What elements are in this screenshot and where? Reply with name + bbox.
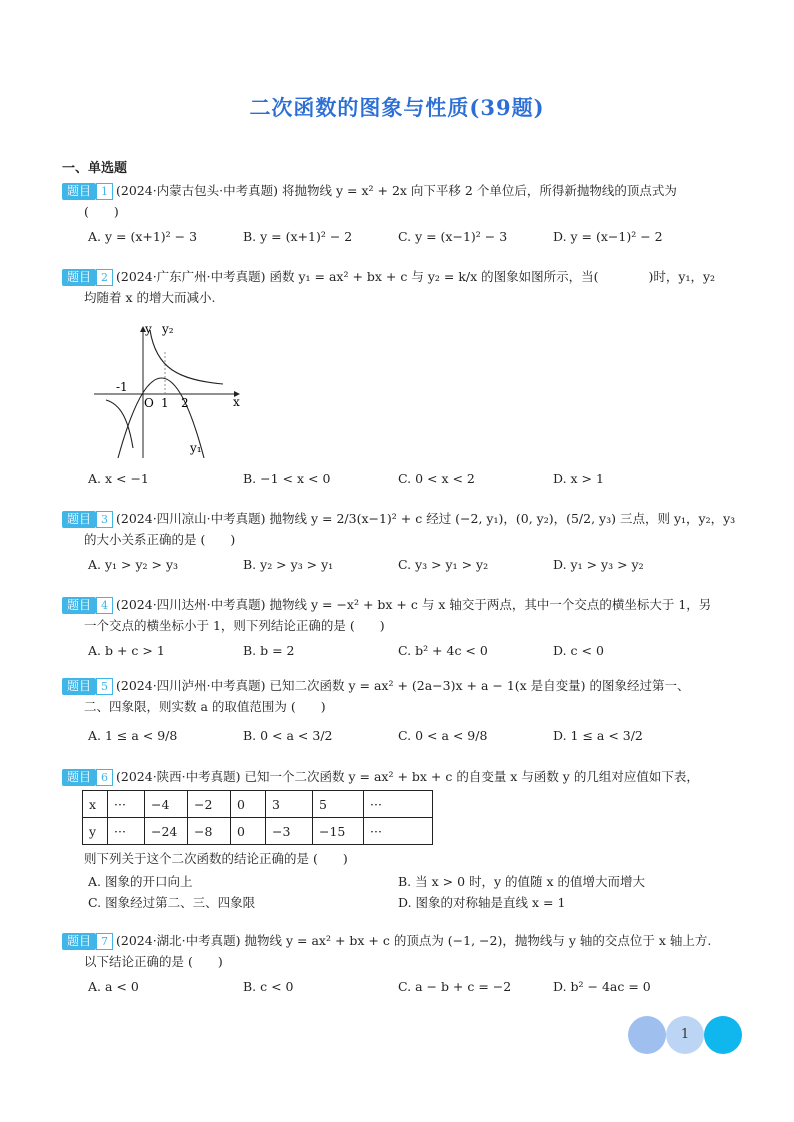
table-cell: −24 — [145, 818, 188, 845]
question-stem: (2024·陕西·中考真题) 已知一个二次函数 y = ax² + bx + c 的自变量 x 与函数 y 的几组对应值如下表， — [116, 769, 699, 784]
section-heading: 一、单选题 — [62, 161, 128, 176]
option-d: D. y = (x−1)² − 2 — [553, 229, 663, 244]
table-cell: 5 — [313, 791, 364, 818]
question-stem-cont: 一个交点的横坐标小于 1，则下列结论正确的是 ( ) — [84, 618, 385, 633]
question-tag: 题目 — [62, 933, 96, 950]
option-a: A. x < −1 — [88, 471, 149, 486]
question-number: 7 — [96, 933, 113, 950]
page-title: 二次函数的图象与性质(39题) — [249, 95, 545, 120]
table-row — [83, 791, 433, 818]
question-3 — [62, 508, 742, 575]
question-7 — [62, 930, 742, 997]
option-d: D. 1 ≤ a < 3/2 — [553, 728, 643, 743]
option-a: A. 图象的开口向上 — [88, 874, 193, 889]
question-tag: 题目 — [62, 269, 96, 286]
question-number: 1 — [96, 183, 113, 200]
question-6 — [62, 766, 742, 913]
question-stem-cont: ( ) — [84, 204, 119, 219]
question-stem-cont: 则下列关于这个二次函数的结论正确的是 ( ) — [84, 851, 348, 866]
table-cell: ··· — [108, 791, 145, 818]
question-number: 4 — [96, 597, 113, 614]
table-cell: ··· — [364, 818, 433, 845]
question-stem-cont: 二、四象限，则实数 a 的取值范围为 ( ) — [84, 699, 326, 714]
label-tick-2: 2 — [181, 396, 189, 410]
page-number-badge — [628, 1016, 744, 1054]
question-number: 5 — [96, 678, 113, 695]
option-a: A. y₁ > y₂ > y₃ — [88, 557, 179, 572]
question-tag: 题目 — [62, 511, 96, 528]
label-y: y — [145, 322, 152, 336]
table-cell: 3 — [266, 791, 313, 818]
question-stem: (2024·四川凉山·中考真题) 抛物线 y = 2/3(x−1)² + c 经过 (−2, y₁)，(0, y₂)，(5/2, y₃) 三点，则 y₁，y₂，y₃ — [116, 511, 736, 526]
value-table — [82, 790, 433, 845]
label-y1: y₁ — [190, 441, 202, 455]
option-b: B. 0 < a < 3/2 — [243, 728, 333, 743]
label-tick-1: 1 — [161, 396, 169, 410]
table-cell: ··· — [364, 791, 433, 818]
option-b: B. y₂ > y₃ > y₁ — [243, 557, 334, 572]
option-c: C. a − b + c = −2 — [398, 979, 512, 994]
option-c: C. 0 < a < 9/8 — [398, 728, 488, 743]
table-cell: −15 — [313, 818, 364, 845]
option-d: D. b² − 4ac = 0 — [553, 979, 651, 994]
question-tag: 题目 — [62, 597, 96, 614]
option-a: A. b + c > 1 — [88, 643, 165, 658]
table-cell: x — [83, 791, 108, 818]
option-a: A. y = (x+1)² − 3 — [88, 229, 198, 244]
table-cell: −2 — [188, 791, 231, 818]
question-stem: (2024·内蒙古包头·中考真题) 将抛物线 y = x² + 2x 向下平移 2 个单位后，所得新抛物线的顶点式为 — [116, 183, 677, 198]
question-stem-cont: 的大小关系正确的是 ( ) — [84, 532, 236, 547]
option-d: D. 图象的对称轴是直线 x = 1 — [398, 895, 566, 910]
option-b: B. c < 0 — [243, 979, 294, 994]
option-b: B. b = 2 — [243, 643, 295, 658]
question-number: 3 — [96, 511, 113, 528]
question-4 — [62, 594, 742, 661]
question-tag: 题目 — [62, 183, 96, 200]
badge-circle-icon — [704, 1016, 742, 1054]
question-2 — [62, 266, 742, 308]
question-tag: 题目 — [62, 769, 96, 786]
function-graph — [88, 318, 248, 460]
table-cell: 0 — [231, 818, 266, 845]
question-1 — [62, 180, 742, 247]
option-b: B. 当 x > 0 时，y 的值随 x 的值增大而增大 — [398, 874, 646, 889]
question-stem: (2024·四川达州·中考真题) 抛物线 y = −x² + bx + c 与 x 轴交于两点，其中一个交点的横坐标大于 1，另 — [116, 597, 712, 612]
option-c: C. y = (x−1)² − 3 — [398, 229, 508, 244]
option-a: A. 1 ≤ a < 9/8 — [88, 728, 178, 743]
table-cell: −8 — [188, 818, 231, 845]
option-a: A. a < 0 — [88, 979, 139, 994]
question-stem-cont: 均随着 x 的增大而减小. — [84, 290, 216, 305]
label-origin: O — [144, 396, 154, 410]
option-c: C. y₃ > y₁ > y₂ — [398, 557, 489, 572]
option-c: C. 图象经过第二、三、四象限 — [88, 895, 256, 910]
question-stem: (2024·湖北·中考真题) 抛物线 y = ax² + bx + c 的顶点为 (−1, −2)，抛物线与 y 轴的交点位于 x 轴上方. — [116, 933, 712, 948]
question-number: 2 — [96, 269, 113, 286]
badge-circle-icon — [628, 1016, 666, 1054]
table-cell: y — [83, 818, 108, 845]
option-b: B. −1 < x < 0 — [243, 471, 331, 486]
label-x: x — [233, 395, 240, 409]
question-stem: (2024·四川泸州·中考真题) 已知二次函数 y = ax² + (2a−3)x + a − 1(x 是自变量) 的图象经过第一、 — [116, 678, 690, 693]
table-cell: 0 — [231, 791, 266, 818]
question-tag: 题目 — [62, 678, 96, 695]
question-5 — [62, 675, 742, 746]
option-d: D. y₁ > y₃ > y₂ — [553, 557, 644, 572]
question-2-options — [62, 468, 742, 489]
table-row — [83, 818, 433, 845]
option-c: C. 0 < x < 2 — [398, 471, 475, 486]
option-d: D. c < 0 — [553, 643, 604, 658]
option-d: D. x > 1 — [553, 471, 604, 486]
label-tick-neg1: -1 — [116, 380, 128, 394]
table-cell: ··· — [108, 818, 145, 845]
option-b: B. y = (x+1)² − 2 — [243, 229, 353, 244]
question-stem: (2024·广东广州·中考真题) 函数 y₁ = ax² + bx + c 与 y₂ = k/x 的图象如图所示，当( )时，y₁，y₂ — [116, 269, 716, 284]
page-number: 1 — [680, 1027, 690, 1042]
table-cell: −4 — [145, 791, 188, 818]
question-stem-cont: 以下结论正确的是 ( ) — [84, 954, 223, 969]
option-c: C. b² + 4c < 0 — [398, 643, 488, 658]
question-number: 6 — [96, 769, 113, 786]
table-cell: −3 — [266, 818, 313, 845]
label-y2: y₂ — [162, 322, 174, 336]
